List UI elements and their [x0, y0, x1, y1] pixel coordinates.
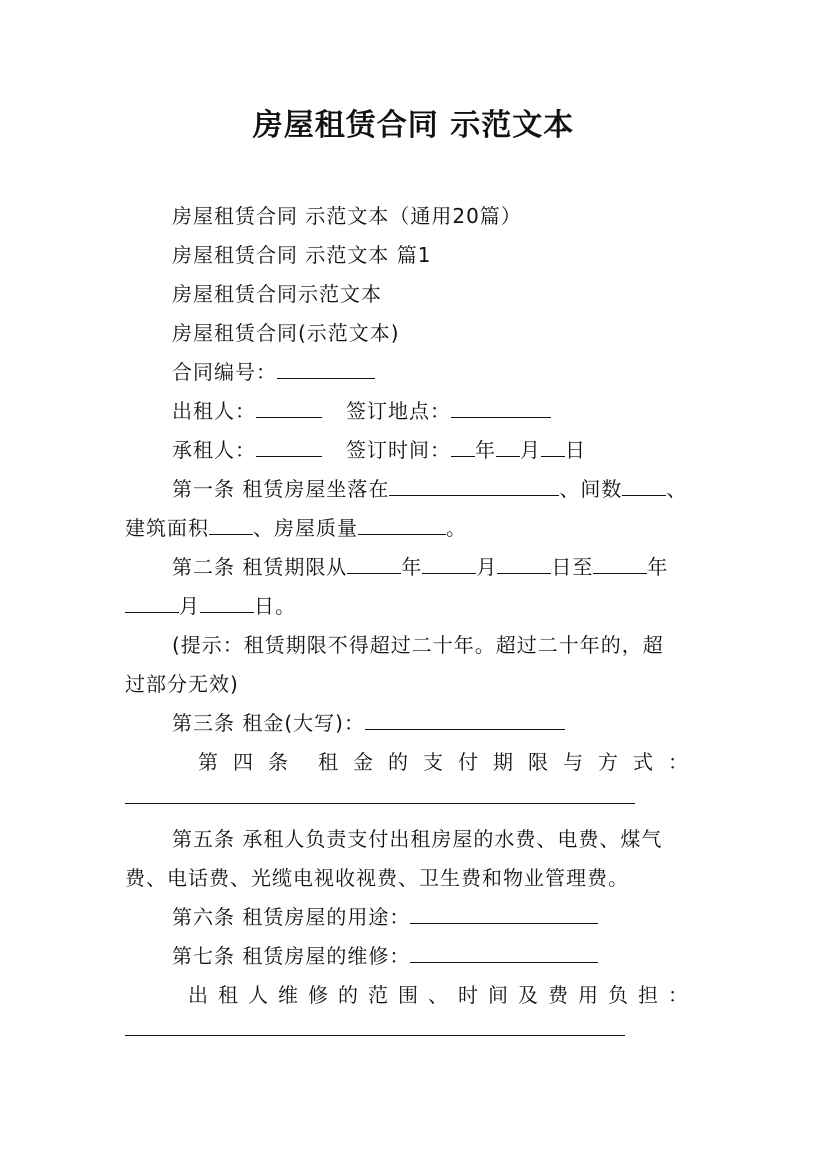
a4-char: 第 — [198, 750, 218, 774]
article-7-line — [172, 940, 598, 969]
a4-char: 四 — [233, 750, 253, 774]
sign-time-label: 签订时间： — [346, 438, 451, 462]
a7b-char: 担 — [638, 983, 658, 1007]
a7b-char: 的 — [338, 983, 358, 1007]
month-label: 月 — [520, 438, 541, 462]
rooms-blank — [622, 475, 666, 496]
contract-number-blank — [277, 358, 375, 379]
end-day-label: 日。 — [254, 594, 296, 618]
end-month-blank — [125, 592, 179, 613]
start-day-blank — [497, 553, 551, 574]
a7b-char: 间 — [488, 983, 508, 1007]
a4-char: 方 — [598, 750, 618, 774]
use-blank — [410, 903, 598, 924]
lessor-line — [172, 395, 551, 424]
rooms-label: 、间数 — [559, 477, 623, 501]
article-2-line-1 — [172, 551, 668, 580]
quality-label: 、房屋质量 — [253, 516, 358, 540]
start-year-blank — [347, 553, 401, 574]
end-year-label: 年 — [647, 555, 669, 579]
lessee-line — [172, 434, 586, 463]
a7b-char: 修 — [308, 983, 328, 1007]
day-label: 日 — [565, 438, 586, 462]
repair-blank — [410, 942, 598, 963]
repair-scope-line — [188, 979, 688, 1008]
article-4-blank — [125, 803, 635, 804]
a4-char: 条 — [268, 750, 288, 774]
a7b-char: 维 — [278, 983, 298, 1007]
article-1-text: 第一条 租赁房屋坐落在 — [172, 477, 390, 501]
sign-place-blank — [451, 397, 551, 418]
contract-heading: 房屋租赁合同示范文本 — [172, 282, 382, 306]
a4-char: 租 — [318, 750, 338, 774]
article-5-line-2: 费、电话费、光缆电视收视费、卫生费和物业管理费。 — [125, 866, 629, 890]
month-blank — [496, 436, 520, 457]
a7b-char: 出 — [188, 983, 208, 1007]
tip-line-1: (提示：租赁期限不得超过二十年。超过二十年的，超 — [172, 633, 664, 657]
contract-heading-sample: 房屋租赁合同(示范文本) — [172, 321, 400, 345]
article-3-line — [172, 707, 565, 736]
tip-line-2: 过部分无效) — [125, 672, 239, 696]
article-1-line-1 — [172, 473, 687, 502]
rent-blank — [365, 709, 565, 730]
a4-char: 支 — [423, 750, 443, 774]
a7b-char: 及 — [518, 983, 538, 1007]
article-6-text: 第六条 租赁房屋的用途： — [172, 905, 411, 929]
contract-number-label: 合同编号： — [172, 360, 277, 384]
a7b-char: 范 — [368, 983, 388, 1007]
article-2-line-2 — [125, 590, 296, 619]
end-day-blank — [200, 592, 254, 613]
a4-char: 付 — [458, 750, 478, 774]
end-month-label: 月 — [179, 594, 200, 618]
article-4-line — [198, 746, 688, 775]
article-1-line-2 — [125, 512, 467, 541]
location-blank — [389, 475, 559, 496]
article-6-line — [172, 901, 598, 930]
a4-char: 与 — [563, 750, 583, 774]
article-5-line-1: 第五条 承租人负责支付出租房屋的水费、电费、煤气 — [172, 827, 663, 851]
a4-char: 限 — [528, 750, 548, 774]
start-year-label: 年 — [401, 555, 423, 579]
a7b-char: 人 — [248, 983, 268, 1007]
a4-char: 金 — [353, 750, 373, 774]
year-blank — [451, 436, 475, 457]
lessor-blank — [256, 397, 322, 418]
a7b-char: 时 — [458, 983, 478, 1007]
a7b-char: 用 — [578, 983, 598, 1007]
a7b-char: ： — [668, 983, 688, 1007]
a7b-char: 费 — [548, 983, 568, 1007]
day-blank — [541, 436, 565, 457]
start-month-label: 月 — [476, 555, 498, 579]
a4-char: 期 — [493, 750, 513, 774]
lessor-label: 出租人： — [172, 399, 256, 423]
a4-char: 的 — [388, 750, 408, 774]
page-title: 房屋租赁合同 示范文本 — [252, 108, 575, 143]
article-2-text: 第二条 租赁期限从 — [172, 555, 348, 579]
area-blank — [209, 514, 253, 535]
a7b-char: 负 — [608, 983, 628, 1007]
article-3-text: 第三条 租金(大写)： — [172, 711, 365, 735]
to-label: 日至 — [551, 555, 594, 579]
contract-number-line — [172, 356, 375, 385]
section-heading: 房屋租赁合同 示范文本 篇1 — [172, 243, 432, 267]
lessee-label: 承租人： — [172, 438, 256, 462]
area-label: 建筑面积 — [125, 516, 209, 540]
year-label: 年 — [475, 438, 496, 462]
repair-scope-blank — [125, 1035, 625, 1036]
start-month-blank — [422, 553, 476, 574]
a7b-char: 围 — [398, 983, 418, 1007]
a4-char: ： — [668, 750, 688, 774]
comma: 、 — [666, 477, 688, 501]
a7b-char: 、 — [428, 983, 448, 1007]
subtitle-line: 房屋租赁合同 示范文本（通用20篇） — [172, 204, 522, 228]
quality-blank — [358, 514, 446, 535]
sign-place-label: 签订地点： — [346, 399, 451, 423]
a7b-char: 租 — [218, 983, 238, 1007]
article-7-text: 第七条 租赁房屋的维修： — [172, 944, 411, 968]
lessee-blank — [256, 436, 322, 457]
a4-char: 式 — [633, 750, 653, 774]
end-year-blank — [593, 553, 647, 574]
period: 。 — [446, 516, 467, 540]
